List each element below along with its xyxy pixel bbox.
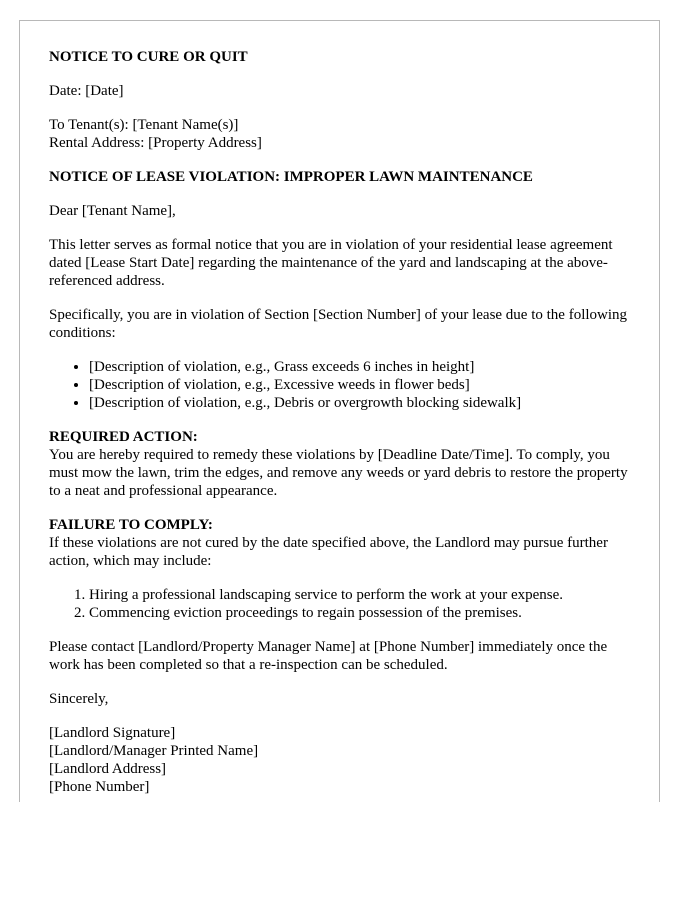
failure-heading: FAILURE TO COMPLY:	[49, 517, 213, 533]
specifically-paragraph: Specifically, you are in violation of Section [Section Number] of your lease due to the following conditions:	[49, 307, 628, 341]
violations-list	[49, 358, 639, 412]
intro-paragraph: This letter serves as formal notice that you are in violation of your residential lease agreement dated [Lease Start Date] regarding the maintenance of the yard and landscaping at the above-referenced address.	[49, 237, 613, 289]
subject-line: NOTICE OF LEASE VIOLATION: IMPROPER LAWN MAINTENANCE	[49, 169, 533, 185]
required-action-heading: REQUIRED ACTION:	[49, 429, 198, 445]
closing: Sincerely,	[49, 691, 109, 707]
consequences-list	[49, 586, 639, 622]
signature-line: [Landlord Signature]	[49, 725, 176, 741]
required-action-text: You are hereby required to remedy these violations by [Deadline Date/Time]. To comply, you must mow the lawn, trim the edges, and remove any weeds or yard debris to restore the property to a neat and professional appearance.	[49, 447, 628, 499]
required-action-section	[49, 428, 639, 500]
list-item: • [Description of violation, e.g., Grass exceeds 6 inches in height]	[89, 358, 639, 376]
recipient-block	[49, 116, 639, 152]
letter-page	[19, 20, 660, 802]
printed-name-line: [Landlord/Manager Printed Name]	[49, 743, 259, 759]
address-line: [Landlord Address]	[49, 761, 167, 777]
phone-line: [Phone Number]	[49, 779, 150, 795]
salutation: Dear [Tenant Name],	[49, 203, 176, 219]
letter-title: NOTICE TO CURE OR QUIT	[49, 49, 248, 65]
list-item: 1. Hiring a professional landscaping service to perform the work at your expense.	[89, 586, 639, 604]
to-tenant-line: To Tenant(s): [Tenant Name(s)]	[49, 117, 239, 133]
failure-section	[49, 516, 639, 570]
contact-paragraph: Please contact [Landlord/Property Manager Name] at [Phone Number] immediately once the work has been completed so that a re-inspection can be scheduled.	[49, 639, 608, 673]
list-item: • [Description of violation, e.g., Debris or overgrowth blocking sidewalk]	[89, 394, 639, 412]
rental-address-line: Rental Address: [Property Address]	[49, 135, 262, 151]
list-item: 2. Commencing eviction proceedings to regain possession of the premises.	[89, 604, 639, 622]
signature-block	[49, 724, 639, 796]
date-line: Date: [Date]	[49, 83, 124, 99]
letter-content	[49, 48, 639, 812]
list-item: • [Description of violation, e.g., Excessive weeds in flower beds]	[89, 376, 639, 394]
failure-text: If these violations are not cured by the date specified above, the Landlord may pursue further action, which may include:	[49, 535, 608, 569]
